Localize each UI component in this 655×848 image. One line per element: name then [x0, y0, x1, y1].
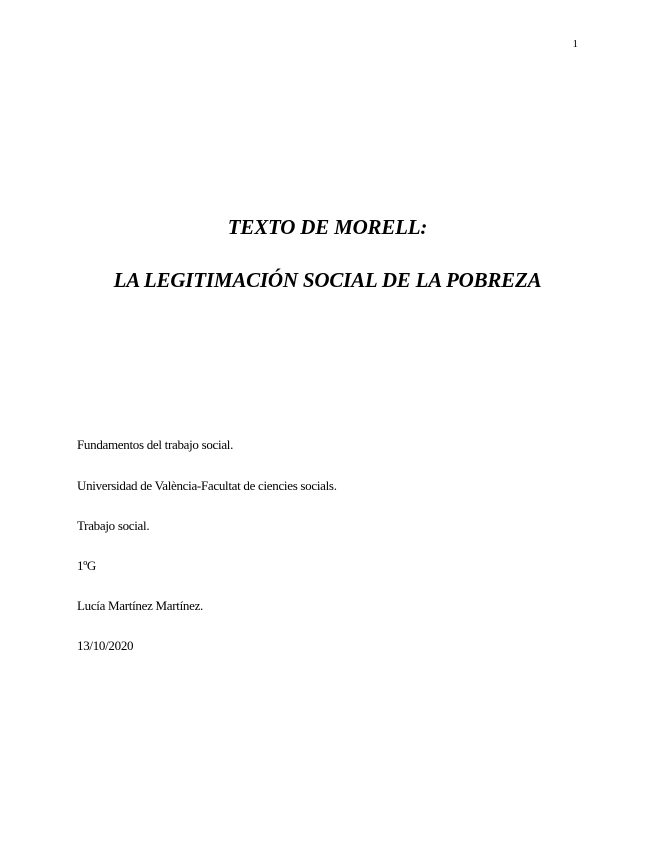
degree-name: Trabajo social. [77, 518, 150, 533]
course-name: Fundamentos del trabajo social. [77, 437, 234, 452]
group-name: 1ºG [77, 558, 97, 573]
document-title-line-2: LA LEGITIMACIÓN SOCIAL DE LA POBREZA [113, 268, 542, 292]
document-title-line-1: TEXTO DE MORELL: [227, 215, 428, 239]
institution-name: Universidad de València-Facultat de ciencies socials. [77, 478, 337, 493]
document-date: 13/10/2020 [77, 638, 134, 653]
page-number: 1 [572, 38, 578, 50]
author-name: Lucía Martínez Martínez. [77, 598, 203, 613]
